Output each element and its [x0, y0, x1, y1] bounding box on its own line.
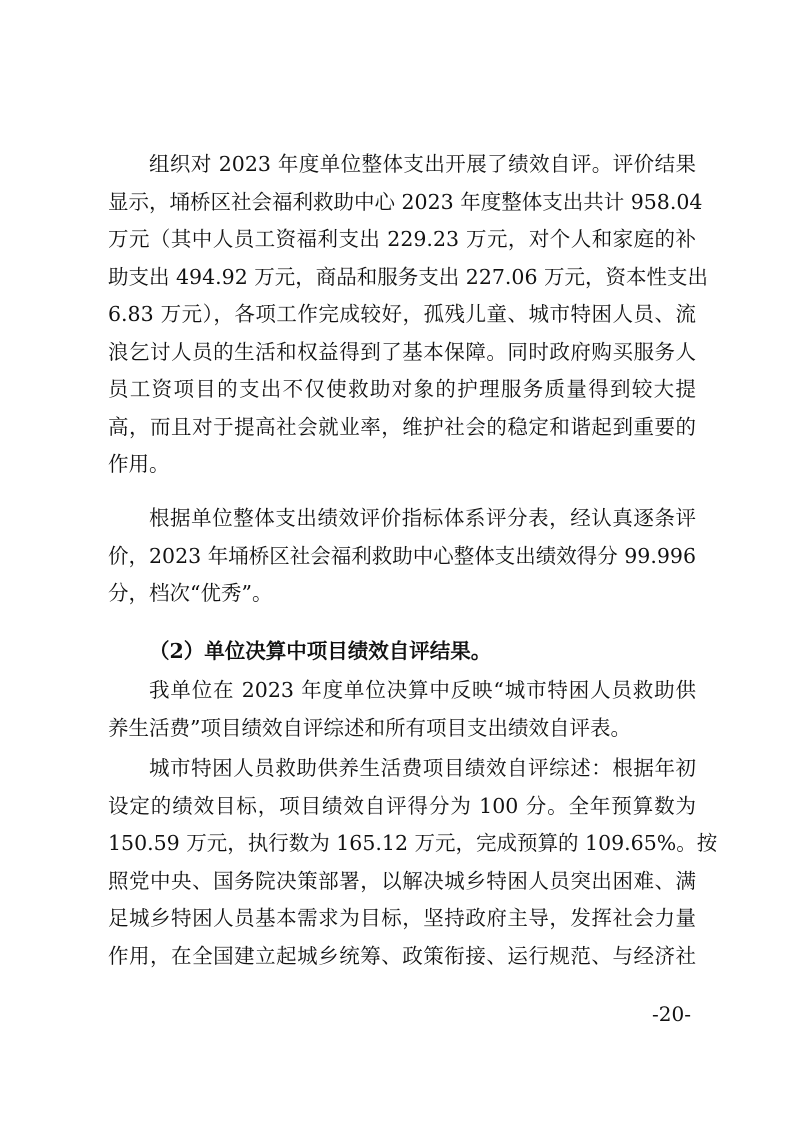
text-line: 照党中央、国务院决策部署，以解决城乡特困人员突出困难、满: [108, 868, 696, 893]
page-number: -20-: [652, 1002, 691, 1026]
text-line: 我单位在 2023 年度单位决算中反映“城市特困人员救助供: [149, 678, 696, 702]
text-line: 组织对 2023 年度单位整体支出开展了绩效自评。评价结果: [149, 152, 696, 176]
text-line: 员工资项目的支出不仅使救助对象的护理服务质量得到较大提: [108, 377, 696, 401]
paragraph-project-intro: [108, 672, 696, 747]
text-line: 高，而且对于提高社会就业率，维护社会的稳定和谐起到重要的: [108, 414, 696, 439]
text-line: 助支出 494.92 万元，商品和服务支出 227.06 万元，资本性支出: [108, 264, 709, 289]
text-line: 城市特困人员救助供养生活费项目绩效自评综述：根据年初: [149, 756, 696, 780]
text-line: 价，2023 年埇桥区社会福利救助中心整体支出绩效得分 99.996: [108, 543, 696, 568]
text-line: 万元（其中人员工资福利支出 229.23 万元，对个人和家庭的补: [108, 227, 696, 251]
text-line: 6.83 万元），各项工作完成较好，孤残儿童、城市特困人员、流: [108, 302, 696, 326]
text-line: 分，档次“优秀”。: [108, 581, 273, 605]
text-line: 设定的绩效目标，项目绩效自评得分为 100 分。全年预算数为: [108, 793, 696, 818]
paragraph-overall-evaluation: [108, 146, 709, 484]
text-line: 养生活费”项目绩效自评综述和所有项目支出绩效自评表。: [108, 715, 631, 740]
paragraph-project-summary: [108, 750, 718, 975]
text-line: 浪乞讨人员的生活和权益得到了基本保障。同时政府购买服务人: [108, 339, 696, 364]
text-line: 作用。: [108, 452, 170, 476]
text-line: 作用，在全国建立起城乡统筹、政策衔接、运行规范、与经济社: [108, 943, 696, 968]
text-line: 足城乡特困人员基本需求为目标，坚持政府主导，发挥社会力量: [108, 906, 696, 930]
paragraph-score: [108, 500, 696, 613]
text-line: 显示，埇桥区社会福利救助中心 2023 年度整体支出共计 958.04: [108, 189, 703, 214]
text-line: 150.59 万元，执行数为 165.12 万元，完成预算的 109.65%。按: [108, 831, 718, 855]
text-line: 根据单位整体支出绩效评价指标体系评分表，经认真逐条评: [149, 506, 696, 530]
section-heading: （2）单位决算中项目绩效自评结果。: [149, 639, 492, 663]
